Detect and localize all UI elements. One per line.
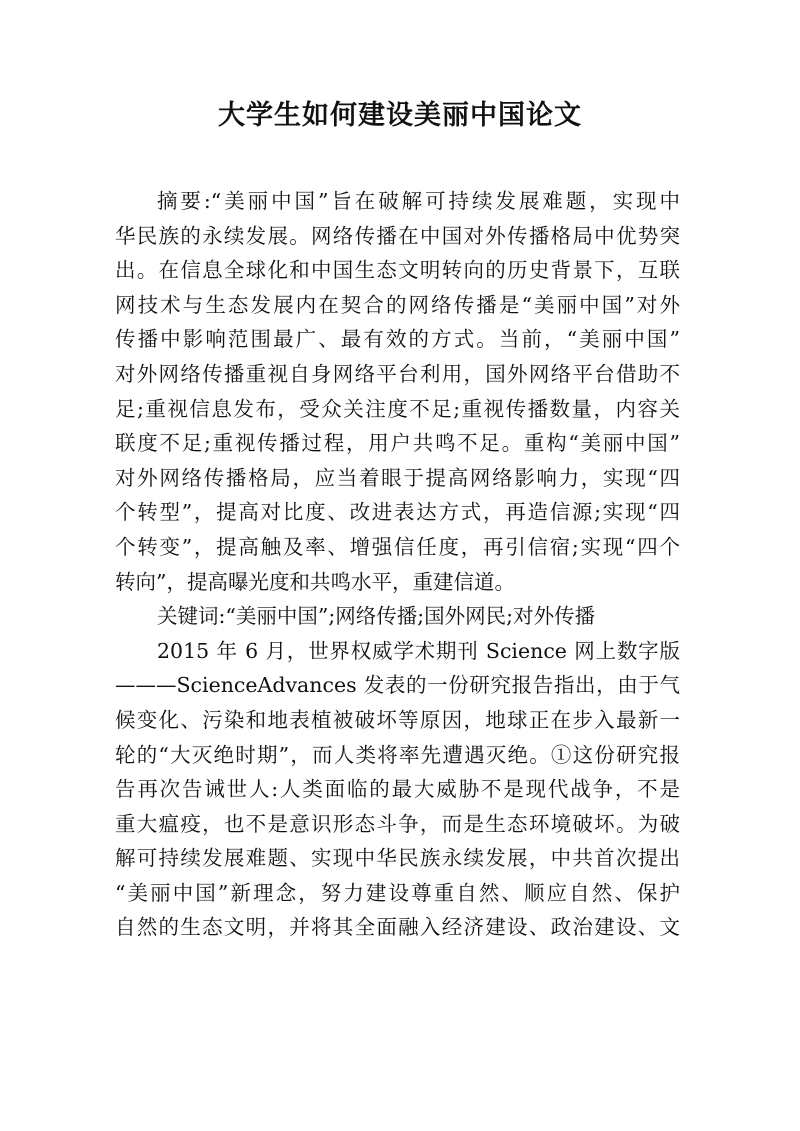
abstract-line: 摘要:“美丽中国”旨在破解可持续发展难题，实现中 [157, 189, 680, 213]
abstract-line: 传播中影响范围最广、最有效的方式。当前，“美丽中国” [115, 327, 680, 352]
abstract-line: 华民族的永续发展。网络传播在中国对外传播格局中优势突 [115, 223, 680, 248]
body-line: 自然的生态文明，并将其全面融入经济建设、政治建设、文 [115, 915, 680, 940]
body-line: ———ScienceAdvances 发表的一份研究报告指出，由于气 [115, 673, 680, 698]
body-line: 候变化、污染和地表植被破坏等原因，地球正在步入最新一 [115, 707, 680, 732]
abstract-line: 联度不足;重视传播过程，用户共鸣不足。重构“美丽中国” [115, 431, 680, 456]
abstract-line: 个转型”，提高对比度、改进表达方式，再造信源;实现“四 [115, 500, 680, 525]
abstract-line: 足;重视信息发布，受众关注度不足;重视传播数量，内容关 [115, 396, 680, 421]
body-line: 解可持续发展难题、实现中华民族永续发展，中共首次提出 [115, 846, 680, 871]
abstract-line: 转向”，提高曝光度和共鸣水平，重建信道。 [115, 569, 515, 594]
body-line: 告再次告诫世人:人类面临的最大威胁不是现代战争，不是 [115, 777, 680, 802]
abstract-line: 网技术与生态发展内在契合的网络传播是“美丽中国”对外 [115, 292, 680, 317]
body-line: 2015 年 6 月，世界权威学术期刊 Science 网上数字版 [157, 638, 680, 663]
abstract-line: 对外网络传播格局，应当着眼于提高网络影响力，实现“四 [115, 465, 680, 490]
body-line: “美丽中国”新理念，努力建设尊重自然、顺应自然、保护 [115, 880, 680, 905]
abstract-line: 对外网络传播重视自身网络平台利用，国外网络平台借助不 [115, 361, 680, 386]
document-body [115, 184, 680, 945]
body-line: 轮的“大灭绝时期”，而人类将率先遭遇灭绝。①这份研究报 [115, 742, 680, 767]
keywords-line: 关键词:“美丽中国”;网络传播;国外网民;对外传播 [157, 604, 596, 629]
body-line: 重大瘟疫，也不是意识形态斗争，而是生态环境破坏。为破 [115, 811, 680, 836]
abstract-line: 出。在信息全球化和中国生态文明转向的历史背景下，互联 [115, 258, 680, 283]
document-title: 大学生如何建设美丽中国论文 [218, 100, 582, 131]
abstract-line: 个转变”，提高触及率、增强信任度，再引信宿;实现“四个 [115, 534, 680, 559]
